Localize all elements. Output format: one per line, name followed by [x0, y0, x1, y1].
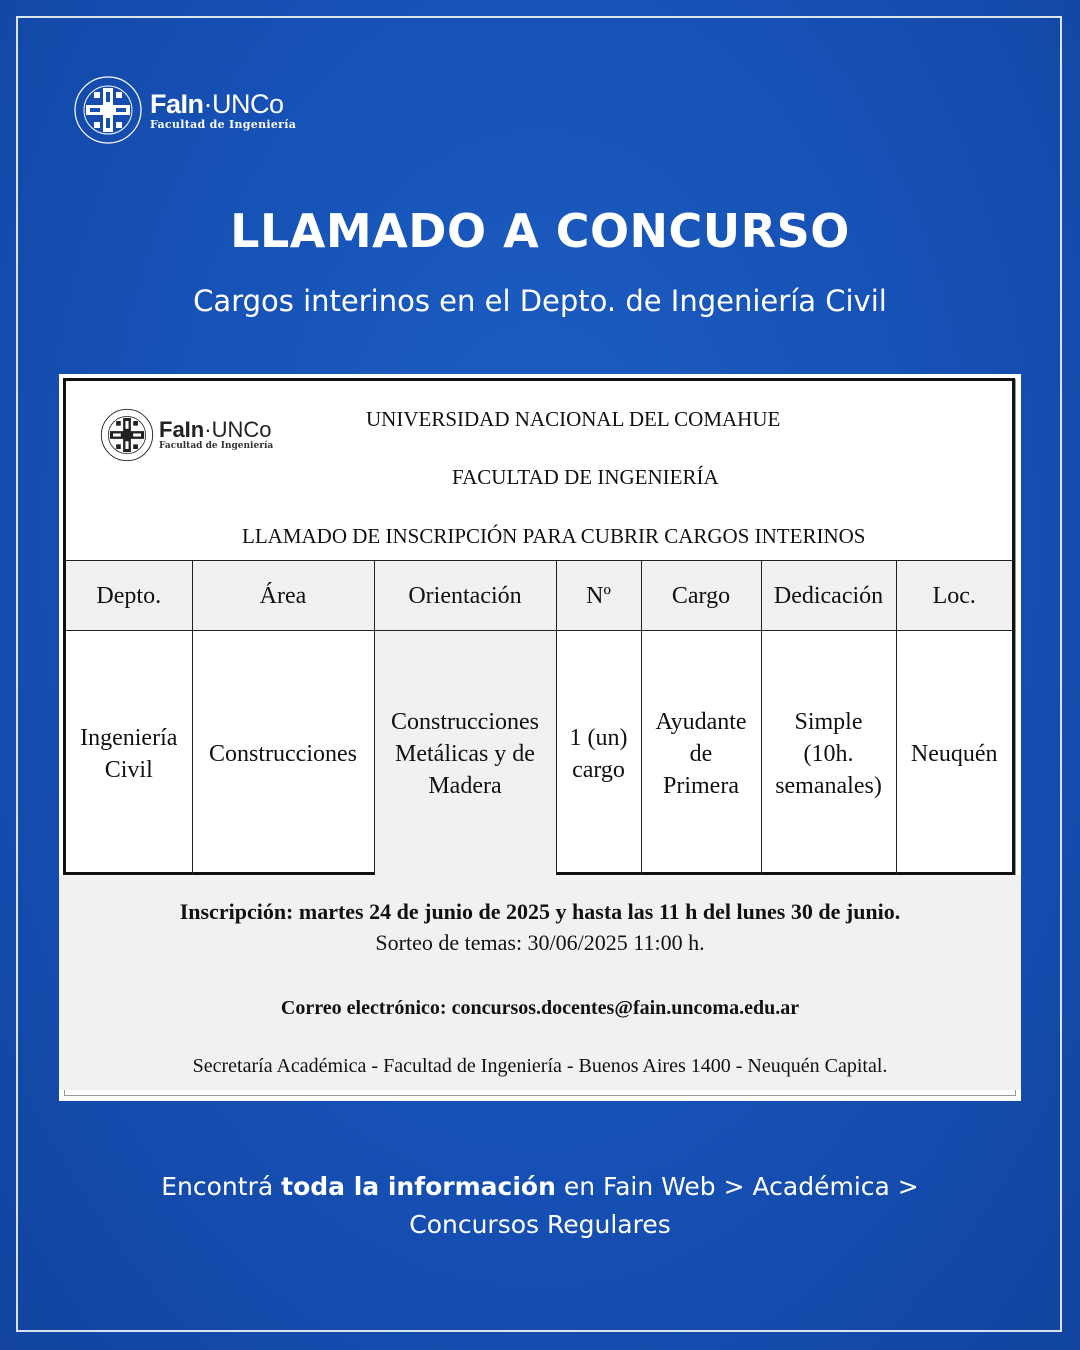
- column-header: Cargo: [641, 561, 761, 631]
- column-header: Nº: [556, 561, 641, 631]
- info-footer: Encontrá toda la información en Fain Web > Académica > Concursos Regulares: [161, 1172, 919, 1239]
- contact-email: Correo electrónico: concursos.docentes@fain.uncoma.edu.ar: [280, 997, 800, 1019]
- office-address: Secretaría Académica - Facultad de Ingeniería - Buenos Aires 1400 - Neuquén Capital.: [192, 1055, 888, 1077]
- document-brand-name: FaIn·UNCo: [159, 417, 272, 442]
- positions-table: [66, 560, 1012, 876]
- document-logo: [99, 407, 273, 463]
- cell-area: Construcciones: [192, 631, 374, 877]
- cell-dedicacion: Simple (10h. semanales): [761, 631, 896, 877]
- cell-cargo: Ayudante de Primera: [641, 631, 761, 877]
- table-row: [66, 631, 1012, 877]
- info-footer-line2: Concursos Regulares: [409, 1210, 671, 1239]
- document-footer: [59, 875, 1021, 1090]
- university-heading: UNIVERSIDAD NACIONAL DEL COMAHUE: [366, 407, 781, 431]
- page-subtitle: Cargos interinos en el Depto. de Ingeniería Civil: [193, 284, 887, 318]
- table-header-row: [66, 561, 1012, 631]
- brand-logo: [72, 74, 296, 146]
- page-title: LLAMADO A CONCURSO: [230, 204, 850, 258]
- cell-localidad: Neuquén: [896, 631, 1012, 877]
- document-main-box: [63, 378, 1015, 875]
- faculty-heading: FACULTAD DE INGENIERÍA: [452, 465, 719, 489]
- column-header: Depto.: [66, 561, 192, 631]
- university-seal-icon: [99, 407, 155, 463]
- info-footer-bold: toda la información: [281, 1172, 556, 1201]
- brand-name: FaIn·UNCo: [150, 88, 284, 119]
- cell-numero: 1 (un) cargo: [556, 631, 641, 877]
- cell-orientacion: Construcciones Metálicas y de Madera: [374, 631, 556, 877]
- column-header: Dedicación: [761, 561, 896, 631]
- brand-subtitle: Facultad de Ingeniería: [150, 117, 297, 131]
- column-header: Loc.: [896, 561, 1012, 631]
- column-header: Orientación: [374, 561, 556, 631]
- call-heading: LLAMADO DE INSCRIPCIÓN PARA CUBRIR CARGOS INTERINOS: [242, 524, 866, 548]
- inscription-dates: Inscripción: martes 24 de junio de 2025 y hasta las 11 h del lunes 30 de junio.: [179, 899, 901, 924]
- topic-draw-date: Sorteo de temas: 30/06/2025 11:00 h.: [375, 930, 705, 955]
- document-brand-subtitle: Facultad de Ingeniería: [159, 441, 274, 451]
- university-seal-icon: [72, 74, 144, 146]
- column-header: Área: [192, 561, 374, 631]
- cell-depto: Ingeniería Civil: [66, 631, 192, 877]
- notice-document: [59, 374, 1021, 1101]
